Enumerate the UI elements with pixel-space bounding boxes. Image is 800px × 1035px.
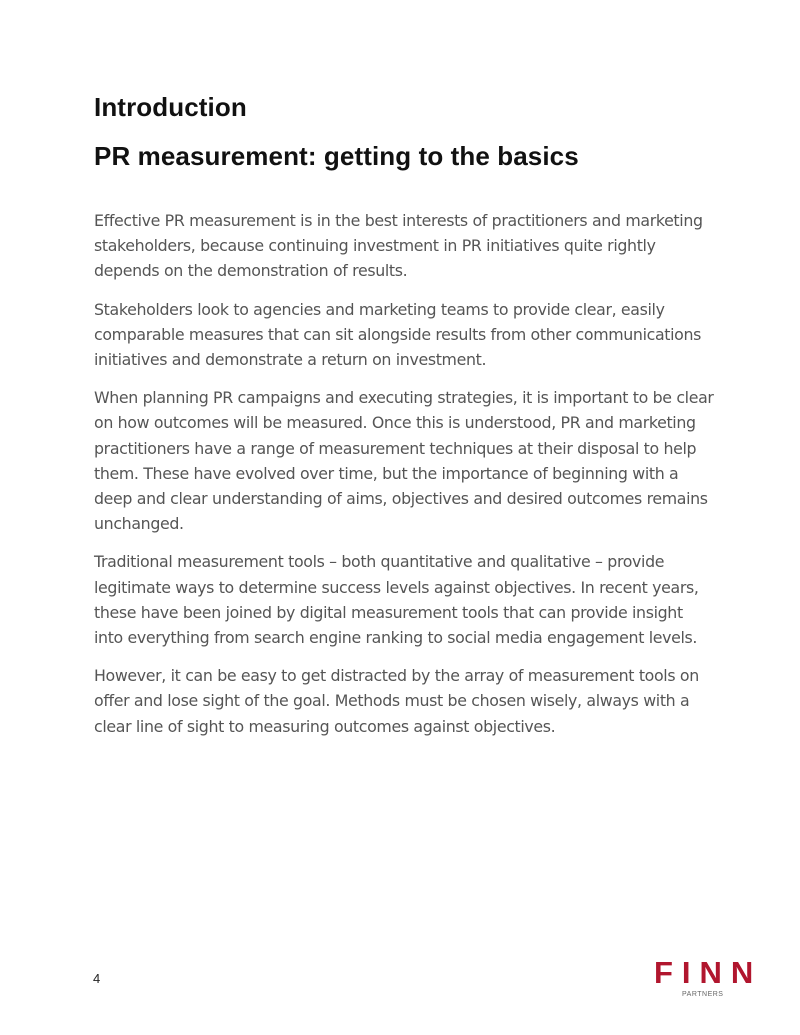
- paragraph-2: Stakeholders look to agencies and marketing teams to provide clear, easily comparable measures that can sit alongside results from other communications initiatives and demonstrate a return on investment.: [94, 299, 702, 370]
- body-text: [94, 208, 714, 752]
- logo-wordmark: FINN: [654, 955, 763, 990]
- page-title: PR measurement: getting to the basics: [94, 141, 579, 171]
- paragraph-3: When planning PR campaigns and executing strategies, it is important to be clear on how outcomes will be measured. Once this is understood, PR and marketing practitioners have a range of measurement techniques at their disposal to help them. These have evolved over time, but the importance of beginning with a deep and clear understanding of aims, objectives and desired outcomes remains unchanged.: [94, 388, 714, 534]
- paragraph-1: Effective PR measurement is in the best interests of practitioners and marketing stakeholders, because continuing investment in PR initiatives quite rightly depends on the demonstration of results.: [94, 211, 703, 281]
- section-label: Introduction: [94, 92, 247, 122]
- finn-partners-logo: [654, 956, 762, 1004]
- paragraph-4: Traditional measurement tools – both quantitative and qualitative – provide legitimate ways to determine success levels against objectives. In recent years, these have been joined by digital measurement tools that can provide insight into everything from search engine ranking to social media engagement levels.: [94, 552, 699, 648]
- page-number: 4: [93, 971, 101, 986]
- paragraph-5: However, it can be easy to get distracted by the array of measurement tools on offer and lose sight of the goal. Methods must be chosen wisely, always with a clear line of sight to measuring outcomes against objectives.: [94, 666, 699, 736]
- logo-subtitle: PARTNERS: [682, 991, 724, 998]
